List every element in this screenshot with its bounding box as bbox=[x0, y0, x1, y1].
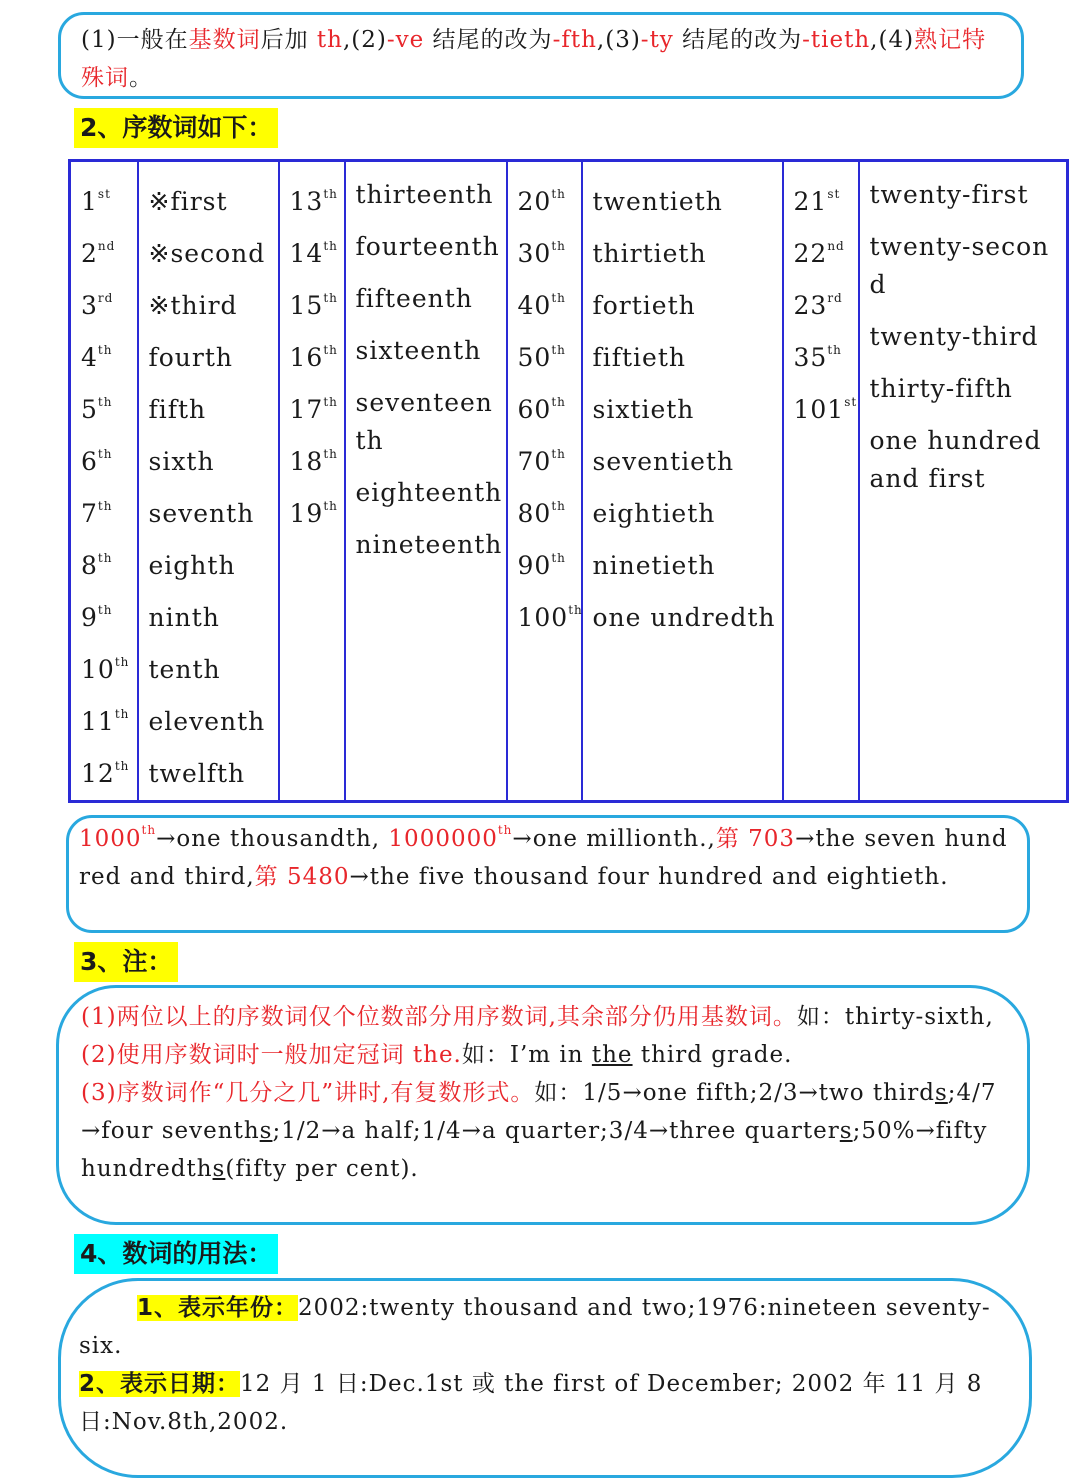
ordinal-word: fiftieth bbox=[592, 343, 686, 372]
rule-box bbox=[58, 12, 1024, 99]
ordinal-word: seventieth bbox=[592, 447, 735, 476]
ordinal-table bbox=[68, 159, 1069, 803]
ordinal-number: 13th bbox=[289, 187, 338, 216]
ordinal-number: 100th bbox=[517, 603, 583, 632]
note-2: (2)使用序数词时一般加定冠词 the.如：I’m in the third grade. bbox=[81, 1042, 793, 1068]
ordinal-word: fourth bbox=[148, 343, 234, 372]
ordinal-word: one undredth bbox=[592, 603, 776, 632]
ordinal-word: twelfth bbox=[148, 759, 246, 788]
col-2-numbers bbox=[279, 161, 345, 802]
ordinal-word: ninth bbox=[148, 603, 220, 632]
ordinal-number: 60th bbox=[517, 395, 566, 424]
ordinal-word: nineteenth bbox=[355, 530, 503, 559]
ordinal-number: 2nd bbox=[81, 239, 116, 268]
ordinal-word: eleventh bbox=[148, 707, 266, 736]
ordinal-number: 9th bbox=[81, 603, 113, 632]
usage-date: 2、表示日期：12 月 1 日:Dec.1st 或 the first of December; 2002 年 11 月 8 日:Nov.8th,2002. bbox=[79, 1371, 983, 1435]
col-2-words bbox=[345, 161, 507, 802]
ordinal-number: 12th bbox=[81, 759, 130, 788]
ordinal-word: sixth bbox=[148, 447, 215, 476]
col-1-numbers bbox=[70, 161, 138, 802]
col-3-numbers bbox=[507, 161, 582, 802]
ordinal-number: 50th bbox=[517, 343, 566, 372]
ordinal-word: eighth bbox=[148, 551, 236, 580]
ordinal-number: 35th bbox=[793, 343, 842, 372]
ordinal-number: 20th bbox=[517, 187, 566, 216]
col-3-words bbox=[582, 161, 783, 802]
ordinal-number: 80th bbox=[517, 499, 566, 528]
ordinal-word: thirteenth bbox=[355, 180, 494, 209]
ordinal-word: eighteenth bbox=[355, 478, 503, 507]
ordinal-word: fifth bbox=[148, 395, 207, 424]
ordinal-word: sixteenth bbox=[355, 336, 482, 365]
ordinal-word: thirty-fifth bbox=[869, 374, 1013, 403]
ordinal-word: ※third bbox=[148, 291, 238, 320]
ordinal-number: 18th bbox=[289, 447, 338, 476]
usage-year: 1、表示年份：2002:twenty thousand and two;1976:nineteen seventy-six. bbox=[79, 1295, 991, 1359]
ordinal-word: twenty-first bbox=[869, 180, 1029, 209]
ordinal-word: ninetieth bbox=[592, 551, 716, 580]
ordinal-word: ※second bbox=[148, 239, 266, 268]
ordinal-number: 30th bbox=[517, 239, 566, 268]
ordinal-number: 70th bbox=[517, 447, 566, 476]
note-1: (1)两位以上的序数词仅个位数部分用序数词,其余部分仍用基数词。如：thirty-sixth, bbox=[81, 1004, 994, 1030]
ordinal-number: 7th bbox=[81, 499, 113, 528]
ordinal-number: 8th bbox=[81, 551, 113, 580]
ordinal-number: 6th bbox=[81, 447, 113, 476]
ordinal-word: sixtieth bbox=[592, 395, 695, 424]
ordinal-number: 22nd bbox=[793, 239, 845, 268]
ordinal-word: fifteenth bbox=[355, 284, 473, 313]
note-3: (3)序数词作“几分之几”讲时,有复数形式。如：1/5→one fifth;2/3→two thirds;4/7→four sevenths;1/2→a half;1/4→a quarter;3/4→three quarters;50%→fifty hundredths(fifty per cent). bbox=[81, 1080, 997, 1182]
big-numbers-box: 1000th→one thousandth, 1000000th→one millionth.,第 703→the seven hundred and third,第 5480→the five thousand four hundred and eightieth. bbox=[66, 815, 1030, 933]
notes-box bbox=[56, 985, 1030, 1225]
ordinal-number: 23rd bbox=[793, 291, 843, 320]
section-4-heading: 4、数词的用法： bbox=[74, 1234, 278, 1274]
ordinal-number: 5th bbox=[81, 395, 113, 424]
ordinal-number: 1st bbox=[81, 187, 111, 216]
ordinal-number: 21st bbox=[793, 187, 841, 216]
ordinal-word: eightieth bbox=[592, 499, 716, 528]
ordinal-word: fortieth bbox=[592, 291, 696, 320]
ordinal-word: seventeenth bbox=[355, 388, 493, 455]
ordinal-number: 3rd bbox=[81, 291, 114, 320]
ordinal-word: one hundred and first bbox=[869, 426, 1042, 493]
section-3-heading: 3、注： bbox=[74, 942, 178, 982]
ordinal-word: fourteenth bbox=[355, 232, 500, 261]
ordinal-number: 11th bbox=[81, 707, 130, 736]
ordinal-number: 90th bbox=[517, 551, 566, 580]
ordinal-word: tenth bbox=[148, 655, 221, 684]
ordinal-number: 16th bbox=[289, 343, 338, 372]
section-2-heading: 2、序数词如下： bbox=[74, 108, 278, 148]
ordinal-number: 101st bbox=[793, 395, 858, 424]
ordinal-word: seventh bbox=[148, 499, 255, 528]
usage-box bbox=[58, 1278, 1032, 1478]
ordinal-number: 19th bbox=[289, 499, 338, 528]
ordinal-word: twentieth bbox=[592, 187, 723, 216]
ordinal-number: 10th bbox=[81, 655, 130, 684]
ordinal-word: twenty-second bbox=[869, 232, 1050, 299]
col-4-words bbox=[859, 161, 1068, 802]
ordinal-number: 40th bbox=[517, 291, 566, 320]
ordinal-number: 17th bbox=[289, 395, 338, 424]
col-4-numbers bbox=[783, 161, 859, 802]
ordinal-number: 14th bbox=[289, 239, 338, 268]
ordinal-number: 4th bbox=[81, 343, 113, 372]
ordinal-number: 15th bbox=[289, 291, 338, 320]
ordinal-word: twenty-third bbox=[869, 322, 1039, 351]
rule-text: (1)一般在基数词后加 th,(2)-ve 结尾的改为-fth,(3)-ty 结尾的改为-tieth,(4)熟记特殊词。 bbox=[81, 27, 987, 91]
ordinal-word: ※first bbox=[148, 187, 228, 216]
ordinal-word: thirtieth bbox=[592, 239, 707, 268]
col-1-words bbox=[138, 161, 279, 802]
